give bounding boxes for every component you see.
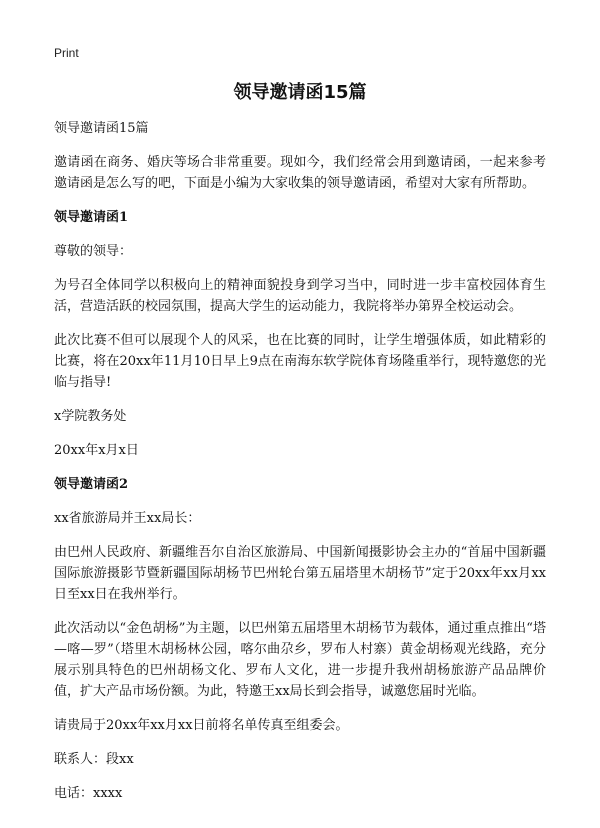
letter2-salutation: xx省旅游局并王xx局长： <box>54 511 201 526</box>
letter1-heading: 领导邀请函1 <box>54 210 129 225</box>
document-body <box>54 118 546 817</box>
letter2-phone: 电话：xxxx <box>54 786 123 801</box>
letter1-paragraph2: 此次比赛不但可以展现个人的风采，也在比赛的同时，让学生增强体质，如此精彩的比赛，将在20xx年11月10日早上9点在南海东软学院体育场隆重举行，现特邀您的光临与指导! <box>54 333 546 390</box>
letter1-paragraph1: 为号召全体同学以积极向上的精神面貌投身到学习当中，同时进一步丰富校园体育生活，营造活跃的校园氛围，提高大学生的运动能力，我院将举办第界全校运动会。 <box>54 278 546 314</box>
letter2-paragraph2: 此次活动以“金色胡杨”为主题，以巴州第五届塔里木胡杨节为载体，通过重点推出“塔—喀—罗”（塔里木胡杨林公园，喀尔曲尕乡，罗布人村寨）黄金胡杨观光线路，充分展示别具特色的巴州胡杨文化、罗布人文化，进一步提升我州胡杨旅游产品品牌价值，扩大产品市场份额。为此，特邀王xx局长到会指导，诚邀您届时光临。 <box>54 621 546 699</box>
letter2-contact: 联系人：段xx <box>54 752 134 767</box>
letter1-date: 20xx年x月x日 <box>54 443 139 458</box>
letter2-heading: 领导邀请函2 <box>54 477 129 492</box>
letter1-salutation: 尊敬的领导： <box>54 244 133 259</box>
letter2-paragraph1: 由巴州人民政府、新疆维吾尔自治区旅游局、中国新闻摄影协会主办的“首届中国新疆国际旅游摄影节暨新疆国际胡杨节巴州轮台第五届塔里木胡杨节”定于20xx年xx月xx日至xx日在我州举行。 <box>54 545 546 602</box>
letter1-signature: x学院教务处 <box>54 409 127 424</box>
print-label: Print <box>54 46 79 60</box>
intro-paragraph: 邀请函在商务、婚庆等场合非常重要。现如今，我们经常会用到邀请函，一起来参考邀请函是怎么写的吧，下面是小编为大家收集的领导邀请函，希望对大家有所帮助。 <box>54 155 546 191</box>
subtitle: 领导邀请函15篇 <box>54 121 149 136</box>
letter2-paragraph3: 请贵局于20xx年xx月xx日前将名单传真至组委会。 <box>54 718 349 733</box>
page-title: 领导邀请函15篇 <box>233 82 367 103</box>
